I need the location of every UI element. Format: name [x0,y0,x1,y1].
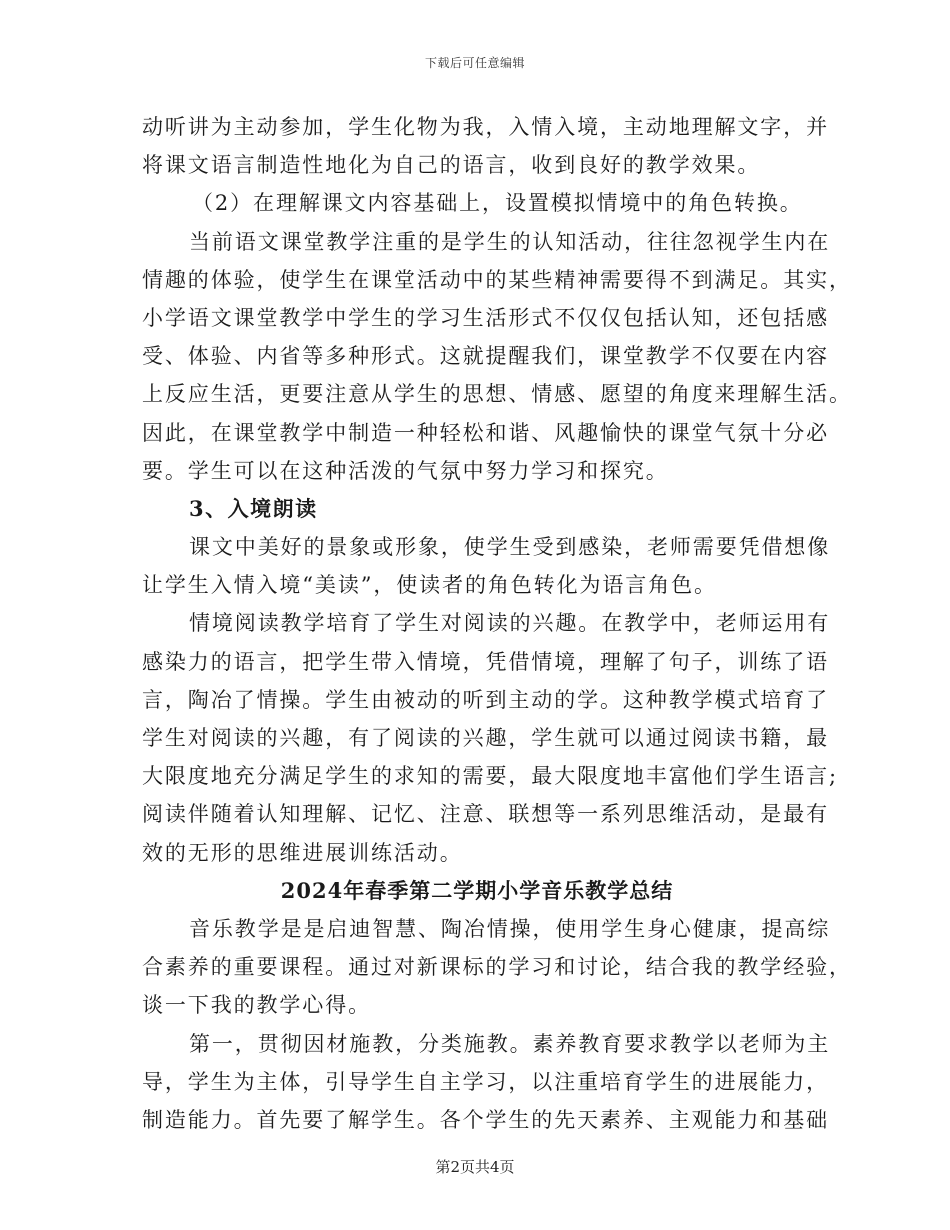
text-line: 情趣的体验，使学生在课堂活动中的某些精神需要得不到满足。其实， [142,267,852,292]
text-line: 第一，贯彻因材施教，分类施教。素养教育要求教学以老师为主 [189,1031,831,1056]
text-line: 因此，在课堂教学中制造一种轻松和谐、风趣愉快的课堂气氛十分必 [142,420,829,445]
document-body [142,108,852,1139]
page-header: 下载后可任意编辑 [424,56,525,70]
text-line: 感染力的语言，把学生带入情境，凭借情境，理解了句子，训练了语 [142,649,829,674]
text-line: 将课文语言制造性地化为自己的语言，收到良好的教学效果。 [142,153,761,178]
text-line: 制造能力。首先要了解学生。各个学生的先天素养、主观能力和基础 [142,1107,829,1132]
text-line: 导，学生为主体，引导学生自主学习，以注重培育学生的进展能力， [142,1069,829,1094]
text-line: 上反应生活，更要注意从学生的思想、情感、愿望的角度来理解生活。 [142,382,852,407]
text-line: 受、体验、内省等多种形式。这就提醒我们，课堂教学不仅要在内容 [142,344,829,369]
text-line: 课文中美好的景象或形象，使学生受到感染，老师需要凭借想像 [189,535,831,560]
text-line: 言，陶冶了情操。学生由被动的听到主动的学。这种教学模式培育了 [142,687,829,712]
text-line: 小学语文课堂教学中学生的学习生活形式不仅仅包括认知，还包括感 [142,305,829,330]
text-line: （2）在理解课文内容基础上，设置模拟情境中的角色转换。 [192,191,803,216]
section-title: 2024年春季第二学期小学音乐教学总结 [280,877,674,903]
text-line: 阅读伴随着认知理解、记忆、注意、联想等一系列思维活动，是最有 [142,802,829,827]
text-line: 让学生入情入境“美读”，使读者的角色转化为语言角色。 [142,573,717,598]
text-line: 音乐教学是是启迪智慧、陶冶情操，使用学生身心健康，提高综 [189,916,831,941]
text-line: 大限度地充分满足学生的求知的需要，最大限度地丰富他们学生语言; [142,764,838,789]
text-line: 谈一下我的教学心得。 [142,993,371,1018]
text-line: 效的无形的思维进展训练活动。 [142,840,463,865]
text-line: 学生对阅读的兴趣，有了阅读的兴趣，学生就可以通过阅读书籍，最 [142,726,829,750]
text-line: 情境阅读教学培育了学生对阅读的兴趣。在教学中，老师运用有 [189,611,831,636]
subheading: 3、入境朗读 [189,495,318,521]
text-line: 合素养的重要课程。通过对新课标的学习和讨论，结合我的教学经验， [142,955,852,980]
text-line: 要。学生可以在这种活泼的气氛中努力学习和探究。 [142,458,669,483]
text-line: 动听讲为主动参加，学生化物为我，入情入境，主动地理解文字，并 [142,115,829,139]
text-line: 当前语文课堂教学注重的是学生的认知活动，往往忽视学生内在 [189,229,831,254]
page-footer: 第2页共4页 [435,1158,515,1176]
